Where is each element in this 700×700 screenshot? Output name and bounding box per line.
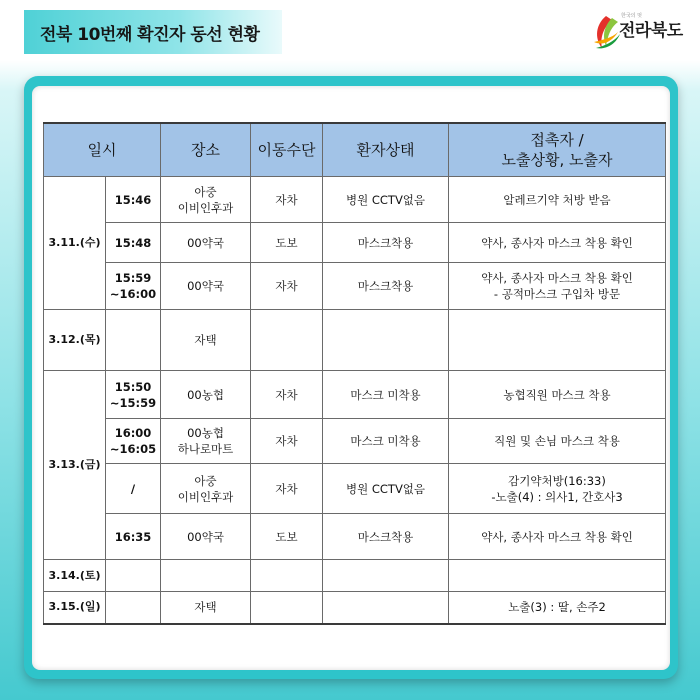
- table-row: [44, 560, 666, 592]
- column-header-transport: 이동수단: [251, 123, 323, 177]
- transport-cell: [251, 310, 323, 371]
- time-cell: [106, 310, 161, 371]
- contact-cell: 감기약처방(16:33) -노출(4) : 의사1, 간호사3: [449, 464, 666, 514]
- status-cell: 마스크 미착용: [323, 371, 449, 419]
- table-row: [44, 310, 666, 371]
- transport-cell: 도보: [251, 514, 323, 560]
- status-cell: [323, 560, 449, 592]
- place-cell: 00약국: [161, 514, 251, 560]
- status-cell: 마스크착용: [323, 263, 449, 310]
- place-cell: [161, 560, 251, 592]
- date-cell: 3.12.(목): [44, 310, 106, 371]
- time-cell: 15:59 ~16:00: [106, 263, 161, 310]
- place-cell: 자택: [161, 592, 251, 624]
- table-row: [44, 223, 666, 263]
- column-header-datetime: 일시: [44, 123, 161, 177]
- time-cell: 16:35: [106, 514, 161, 560]
- time-cell: 16:00 ~16:05: [106, 419, 161, 464]
- transport-cell: 도보: [251, 223, 323, 263]
- time-cell: 15:48: [106, 223, 161, 263]
- contact-cell: 약사, 종사자 마스크 착용 확인: [449, 223, 666, 263]
- table-body: [44, 177, 666, 624]
- transport-cell: 자차: [251, 371, 323, 419]
- transport-cell: 자차: [251, 177, 323, 223]
- place-cell: 00약국: [161, 223, 251, 263]
- place-cell: 00약국: [161, 263, 251, 310]
- contact-cell: 알레르기약 처방 받음: [449, 177, 666, 223]
- status-cell: 마스크 미착용: [323, 419, 449, 464]
- table-row: [44, 263, 666, 310]
- table-row: [44, 177, 666, 223]
- contact-cell: 노출(3) : 딸, 손주2: [449, 592, 666, 624]
- status-cell: 병원 CCTV없음: [323, 177, 449, 223]
- status-cell: 병원 CCTV없음: [323, 464, 449, 514]
- place-cell: 아중 이비인후과: [161, 177, 251, 223]
- contact-cell: [449, 560, 666, 592]
- status-cell: 마스크착용: [323, 223, 449, 263]
- table-row: [44, 592, 666, 624]
- status-cell: [323, 310, 449, 371]
- place-cell: 자택: [161, 310, 251, 371]
- table-row: [44, 419, 666, 464]
- place-cell: 00농협 하나로마트: [161, 419, 251, 464]
- title-banner: [24, 10, 282, 54]
- date-cell: 3.15.(일): [44, 592, 106, 624]
- time-cell: 15:50 ~15:59: [106, 371, 161, 419]
- place-cell: 00농협: [161, 371, 251, 419]
- transport-cell: 자차: [251, 263, 323, 310]
- date-cell: 3.11.(수): [44, 177, 106, 310]
- logo-subtext: 한국의 멋: [621, 13, 642, 19]
- time-cell: [106, 592, 161, 624]
- contact-cell: 약사, 종사자 마스크 착용 확인: [449, 514, 666, 560]
- route-table: [43, 122, 666, 625]
- page-title: 전북 10번째 확진자 동선 현황: [40, 24, 260, 45]
- date-cell: 3.13.(금): [44, 371, 106, 560]
- status-cell: 마스크착용: [323, 514, 449, 560]
- transport-cell: 자차: [251, 464, 323, 514]
- transport-cell: [251, 592, 323, 624]
- transport-cell: 자차: [251, 419, 323, 464]
- column-header-status: 환자상태: [323, 123, 449, 177]
- contact-cell: 약사, 종사자 마스크 착용 확인 - 공적마스크 구입차 방문: [449, 263, 666, 310]
- table-row: [44, 464, 666, 514]
- table-row: [44, 514, 666, 560]
- table-header-row: [44, 123, 666, 177]
- time-cell: /: [106, 464, 161, 514]
- contact-cell: 농협직원 마스크 착용: [449, 371, 666, 419]
- logo-text: 전라북도: [619, 21, 683, 41]
- place-cell: 아중 이비인후과: [161, 464, 251, 514]
- contact-cell: [449, 310, 666, 371]
- column-header-contact: 접촉자 / 노출상황, 노출자: [449, 123, 666, 177]
- date-cell: 3.14.(토): [44, 560, 106, 592]
- status-cell: [323, 592, 449, 624]
- contact-cell: 직원 및 손님 마스크 착용: [449, 419, 666, 464]
- time-cell: 15:46: [106, 177, 161, 223]
- time-cell: [106, 560, 161, 592]
- transport-cell: [251, 560, 323, 592]
- table-row: [44, 371, 666, 419]
- column-header-place: 장소: [161, 123, 251, 177]
